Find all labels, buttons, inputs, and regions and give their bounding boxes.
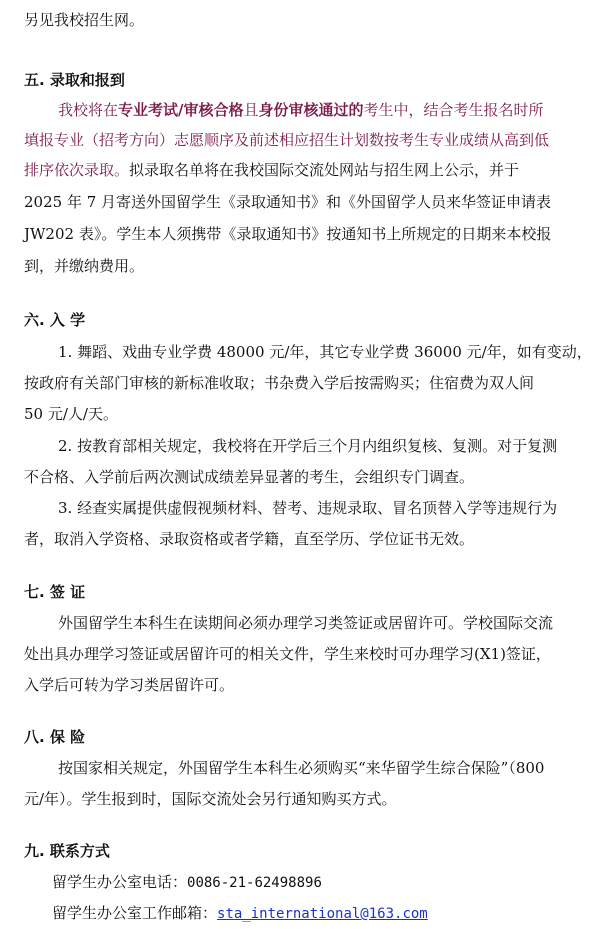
section-6-line-5: 不合格、入学前后两次测试成绩差异显著的考生，会组织专门调查。	[24, 468, 475, 486]
email-link[interactable]: sta_international@163.com	[217, 906, 428, 922]
s5-bold-b: 身份审核通过的	[258, 101, 364, 119]
section-7-line-3: 入学后可转为学习类居留许可。	[24, 676, 235, 694]
s5-line3-rest: 拟录取名单将在我校国际交流处网站与招生网上公示，并于	[129, 161, 520, 179]
section-7-line-2: 处出具办理学习签证或居留许可的相关文件，学生来校时可办理学习(X1)签证，	[24, 645, 551, 663]
phone-label: 留学生办公室电话：	[52, 873, 188, 891]
section-8-line-1: 按国家相关规定，外国留学生本科生必须购买“来华留学生综合保险”（800	[58, 759, 545, 777]
section-5-line-2: 填报专业（招考方向）志愿顺序及前述相应招生计划数按考生专业成绩从高到低	[24, 131, 550, 149]
section-5-line-4: 2025 年 7 月寄送外国留学生《录取通知书》和《外国留学人员来华签证申请表	[24, 193, 552, 211]
section-5-line-1	[58, 100, 544, 120]
s5-text-b: 且	[243, 101, 259, 119]
section-6-line-3: 50 元/人/天。	[24, 405, 118, 423]
intro-line: 另见我校招生网。	[24, 11, 145, 29]
section-8-line-2: 元/年）。学生报到时，国际交流处会另行通知购买方式。	[24, 790, 397, 808]
section-6-line-1: 1. 舞蹈、戏曲专业学费 48000 元/年，其它专业学费 36000 元/年，如有变动，	[58, 343, 592, 361]
section-6-line-4: 2. 按教育部相关规定，我校将在开学后三个月内组织复核、复测。对于复测	[58, 437, 558, 455]
section-9-heading: 九. 联系方式	[24, 842, 110, 860]
s5-line3-hl: 排序依次录取。	[24, 161, 130, 179]
section-5-heading: 五. 录取和报到	[24, 71, 125, 89]
section-6-heading: 六. 入 学	[24, 311, 86, 329]
section-6-line-2: 按政府有关部门审核的新标准收取；书杂费入学后按需购买；住宿费为双人间	[24, 374, 535, 392]
section-7-heading: 七. 签 证	[24, 583, 86, 601]
section-5-line-3	[24, 160, 519, 180]
section-5-line-6: 到，并缴纳费用。	[24, 257, 145, 275]
section-5-line-5: JW202 表》。学生本人须携带《录取通知书》按通知书上所规定的日期来本校报	[24, 225, 552, 243]
section-8-heading: 八. 保 险	[24, 728, 86, 746]
section-6-line-7: 者，取消入学资格、录取资格或者学籍，直至学历、学位证书无效。	[24, 530, 475, 548]
section-7-line-1: 外国留学生本科生在读期间必须办理学习类签证或居留许可。学校国际交流	[58, 614, 554, 632]
s5-bold-a: 专业考试/审核合格	[118, 101, 244, 119]
s5-text-a: 我校将在	[58, 101, 119, 119]
contact-phone-row	[52, 872, 322, 893]
email-label: 留学生办公室工作邮箱：	[52, 904, 218, 922]
contact-email-row	[52, 903, 428, 924]
s5-text-c: 考生中，结合考生报名时所	[363, 101, 544, 119]
phone-number: 0086-21-62498896	[187, 875, 322, 891]
section-6-line-6: 3. 经查实属提供虚假视频材料、替考、违规录取、冒名顶替入学等违规行为	[58, 499, 558, 517]
